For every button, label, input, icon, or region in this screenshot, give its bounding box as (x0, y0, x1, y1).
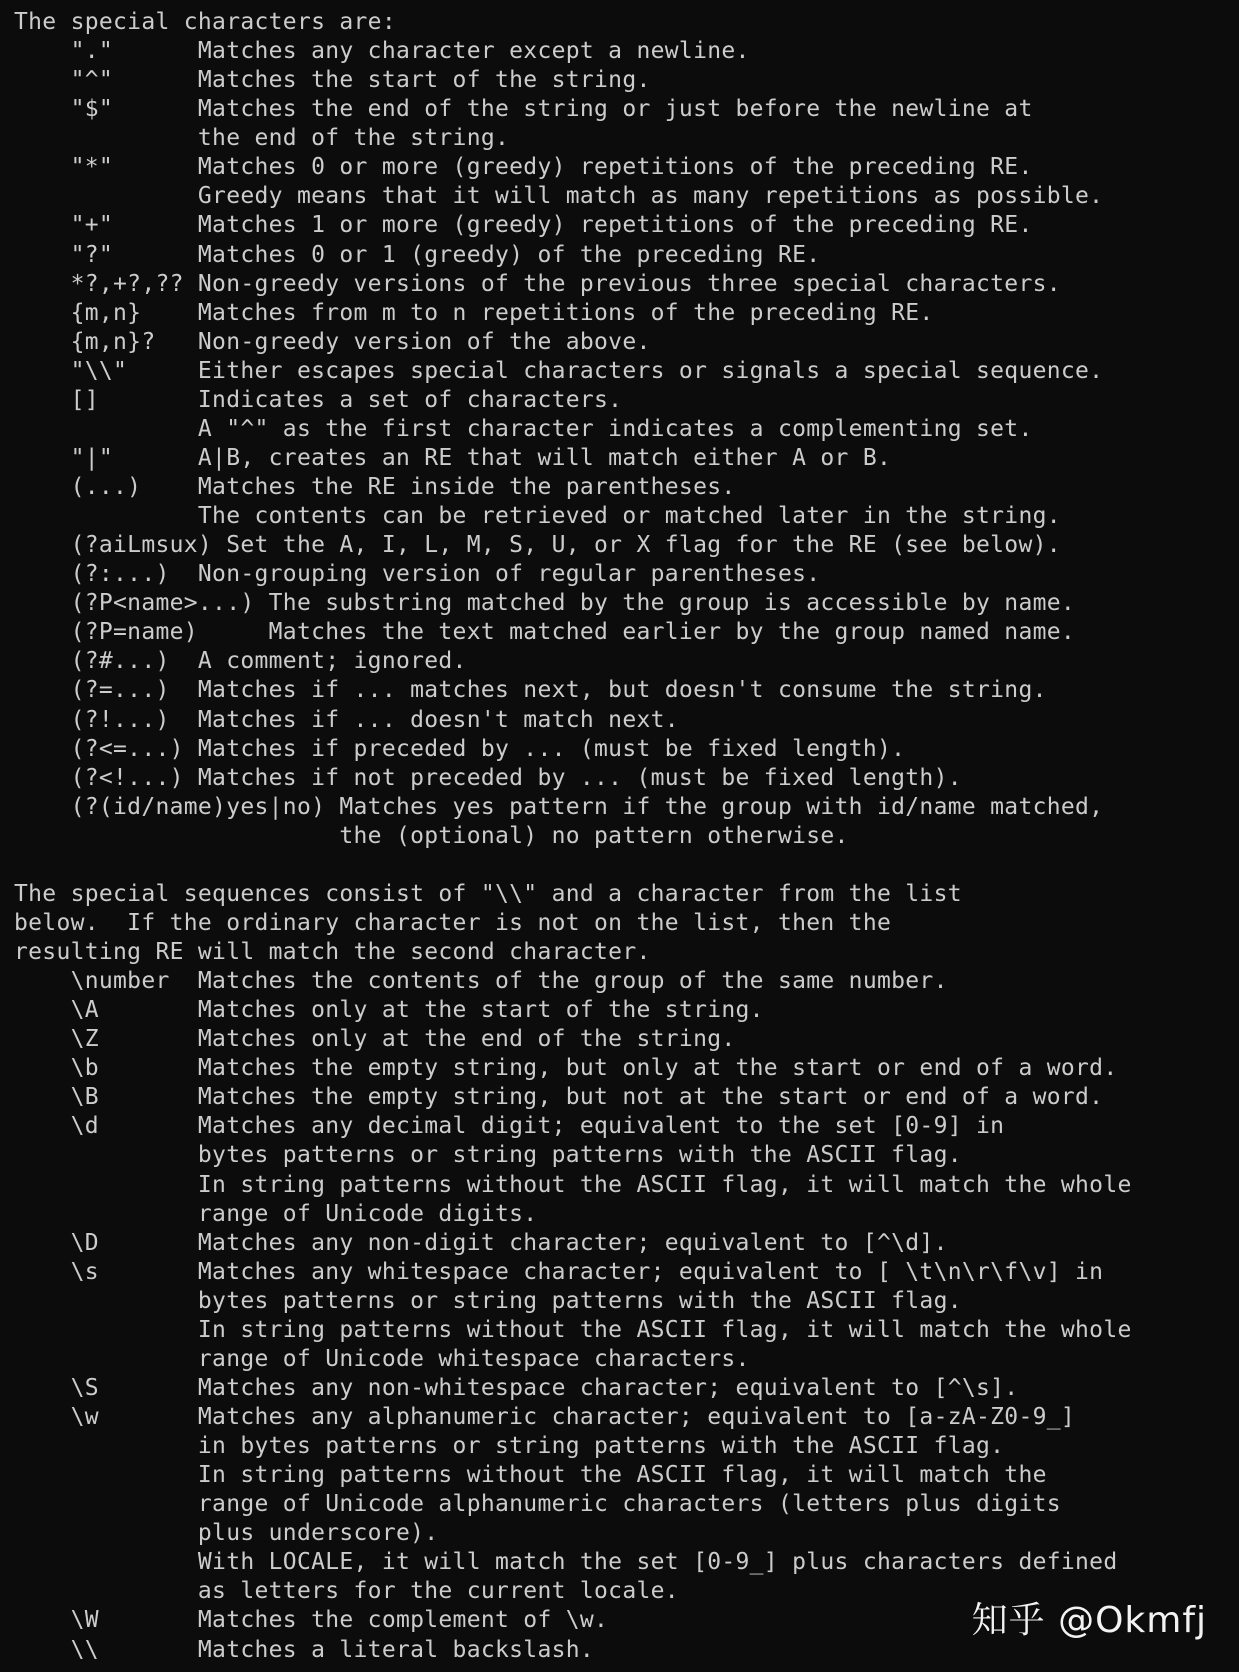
terminal-line: The special sequences consist of "\\" and a character from the list (14, 880, 962, 907)
terminal-line: (?<!...) Matches if not preceded by ... (must be fixed length). (14, 764, 962, 791)
terminal-line: \W Matches the complement of \w. (14, 1607, 609, 1634)
terminal-line: \A Matches only at the start of the string. (14, 997, 764, 1024)
terminal-line: in bytes patterns or string patterns with the ASCII flag. (14, 1433, 1005, 1460)
terminal-line: {m,n}? Non-greedy version of the above. (14, 328, 651, 355)
watermark-zhihu-logo: 知乎 @Okmfj (971, 1600, 1207, 1641)
terminal-line: "." Matches any character except a newline. (14, 38, 750, 65)
terminal-line: \d Matches any decimal digit; equivalent to the set [0-9] in (14, 1113, 1005, 1140)
terminal-line: In string patterns without the ASCII flag, it will match the whole (14, 1316, 1132, 1343)
terminal-line: (?P<name>...) The substring matched by the group is accessible by name. (14, 590, 1076, 617)
terminal-line: The contents can be retrieved or matched later in the string. (14, 503, 1061, 530)
terminal-line: range of Unicode digits. (14, 1200, 538, 1227)
terminal-line: "*" Matches 0 or more (greedy) repetitions of the preceding RE. (14, 154, 1033, 181)
terminal-line: (?:...) Non-grouping version of regular parentheses. (14, 561, 821, 588)
terminal-line: "?" Matches 0 or 1 (greedy) of the preceding RE. (14, 241, 821, 268)
terminal-line: as letters for the current locale. (14, 1578, 679, 1605)
terminal-line: bytes patterns or string patterns with the ASCII flag. (14, 1287, 962, 1314)
terminal-line: \Z Matches only at the end of the string. (14, 1026, 736, 1053)
terminal-line: \\ Matches a literal backslash. (14, 1636, 595, 1663)
terminal-line: (?#...) A comment; ignored. (14, 648, 467, 675)
terminal-line: below. If the ordinary character is not on the list, then the (14, 909, 892, 936)
terminal-line: (?(id/name)yes|no) Matches yes pattern if the group with id/name matched, (14, 793, 1104, 820)
terminal-line: A "^" as the first character indicates a complementing set. (14, 415, 1033, 442)
terminal-line (14, 851, 1132, 880)
terminal-line: \number Matches the contents of the group of the same number. (14, 968, 948, 995)
terminal-line: In string patterns without the ASCII flag, it will match the (14, 1462, 1047, 1489)
terminal-line: In string patterns without the ASCII flag, it will match the whole (14, 1171, 1132, 1198)
terminal-line: "\\" Either escapes special characters or signals a special sequence. (14, 357, 1104, 384)
terminal-line: *?,+?,?? Non-greedy versions of the previous three special characters. (14, 270, 1061, 297)
terminal-line: Greedy means that it will match as many repetitions as possible. (14, 183, 1104, 210)
terminal-line: \b Matches the empty string, but only at the start or end of a word. (14, 1055, 1118, 1082)
terminal-line: (?P=name) Matches the text matched earlier by the group named name. (14, 619, 1076, 646)
terminal-line: (...) Matches the RE inside the parentheses. (14, 474, 736, 500)
terminal-line: \S Matches any non-whitespace character; equivalent to [^\s]. (14, 1374, 1019, 1401)
terminal-line: "|" A|B, creates an RE that will match either A or B. (14, 444, 892, 471)
terminal-line: The special characters are: (14, 9, 396, 35)
terminal-line: range of Unicode whitespace characters. (14, 1345, 750, 1372)
terminal-line: \D Matches any non-digit character; equivalent to [^\d]. (14, 1229, 948, 1256)
terminal-line: the (optional) no pattern otherwise. (14, 822, 849, 849)
terminal-line: "^" Matches the start of the string. (14, 67, 651, 94)
terminal-line: (?=...) Matches if ... matches next, but doesn't consume the string. (14, 677, 1047, 704)
terminal-line: (?aiLmsux) Set the A, I, L, M, S, U, or X flag for the RE (see below). (14, 532, 1061, 559)
terminal-line: (?<=...) Matches if preceded by ... (must be fixed length). (14, 735, 906, 762)
terminal-line: "+" Matches 1 or more (greedy) repetitions of the preceding RE. (14, 212, 1033, 239)
terminal-line: plus underscore). (14, 1520, 439, 1547)
terminal-line: resulting RE will match the second character. (14, 939, 651, 965)
terminal-line: bytes patterns or string patterns with the ASCII flag. (14, 1142, 962, 1169)
terminal-output[interactable] (14, 8, 1132, 1665)
terminal-line: \w Matches any alphanumeric character; equivalent to [a-zA-Z0-9_] (14, 1404, 1076, 1430)
terminal-line: {m,n} Matches from m to n repetitions of the preceding RE. (14, 299, 934, 326)
terminal-line: range of Unicode alphanumeric characters (letters plus digits (14, 1491, 1061, 1518)
terminal-line: the end of the string. (14, 125, 510, 152)
terminal-line: With LOCALE, it will match the set [0-9_] plus characters defined (14, 1549, 1118, 1576)
terminal-line: [] Indicates a set of characters. (14, 386, 623, 413)
terminal-line: \s Matches any whitespace character; equivalent to [ \t\n\r\f\v] in (14, 1258, 1104, 1285)
terminal-line: "$" Matches the end of the string or just before the newline at (14, 96, 1033, 123)
terminal-line: (?!...) Matches if ... doesn't match next. (14, 706, 679, 733)
terminal-line: \B Matches the empty string, but not at the start or end of a word. (14, 1084, 1104, 1111)
